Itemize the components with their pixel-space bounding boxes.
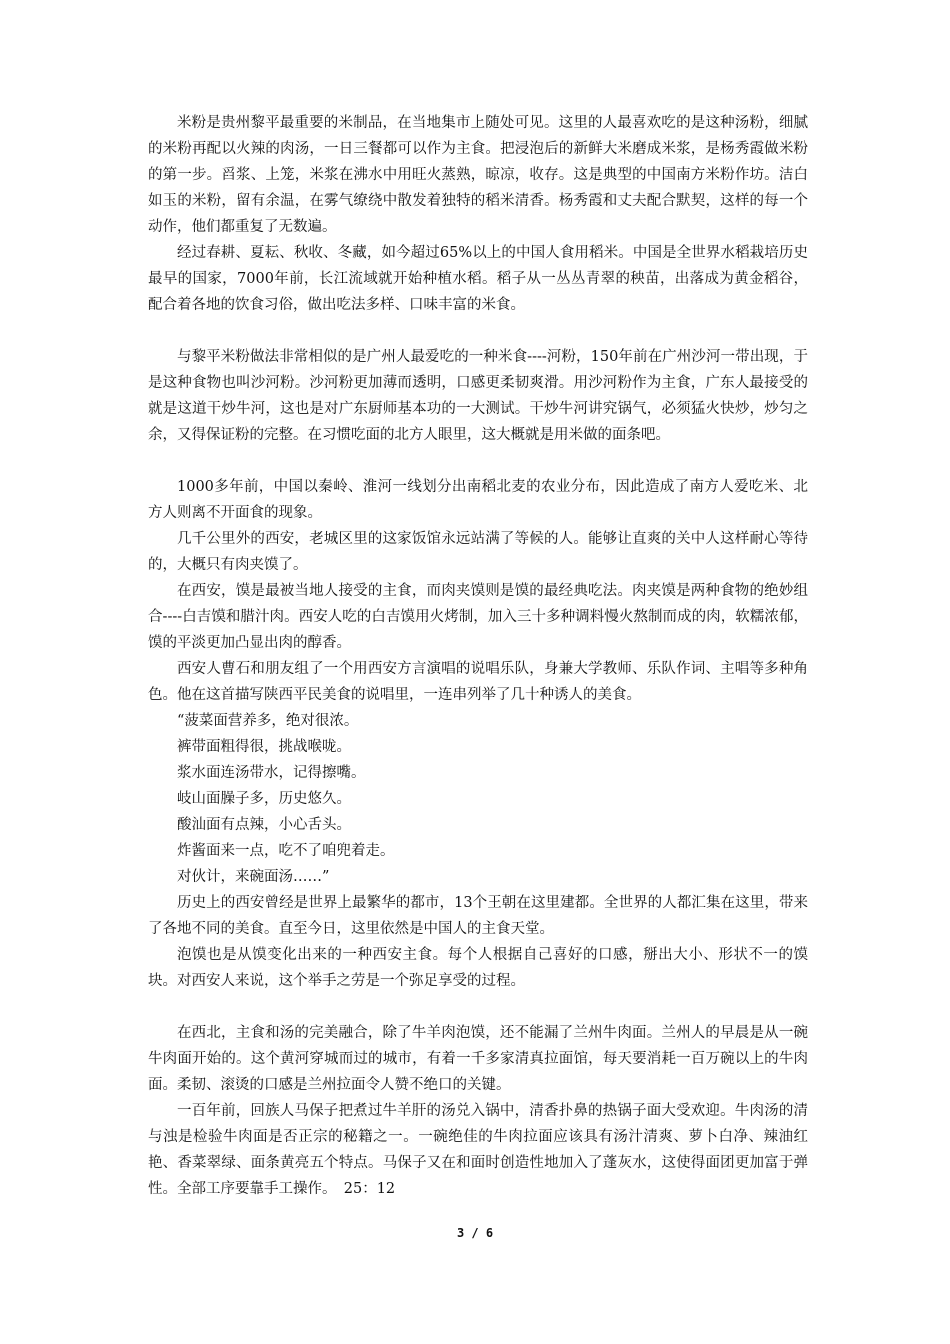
paragraph-gap	[148, 994, 808, 1020]
paragraph-rice-history: 经过春耕、夏耘、秋收、冬藏，如今超过65%以上的中国人食用稻米。中国是全世界水稻栽培历史最早的国家，7000年前，长江流域就开始种植水稻。稻子从一丛丛青翠的秧苗，出落成为黄金稻谷，配合着各地的饮食习俗，做出吃法多样、口味丰富的米食。	[148, 245, 808, 313]
verse-line: 炸酱面来一点，吃不了咱兜着走。	[177, 843, 395, 859]
paragraph-gap	[148, 318, 808, 344]
verse-line: 裤带面粗得很，挑战喉咙。	[177, 739, 351, 755]
paragraph-paomo: 泡馍也是从馍变化出来的一种西安主食。每个人根据自己喜好的口感，掰出大小、形状不一的馍块。对西安人来说，这个举手之劳是一个弥足享受的过程。	[148, 947, 808, 989]
paragraph-ma-baozi: 一百年前，回族人马保子把煮过牛羊肝的汤兑入锅中，清香扑鼻的热锅子面大受欢迎。牛肉汤的清与浊是检验牛肉面是否正宗的秘籍之一。一碗绝佳的牛肉拉面应该具有汤汁清爽、萝卜白净、辣油红艳、香菜翠绿、面条黄亮五个特点。马保子又在和面时创造性地加入了蓬灰水，这使得面团更加富于弹性。全部工序要靠手工操作。 25：12	[148, 1103, 808, 1197]
verse-line: “菠菜面营养多，绝对很浓。	[177, 713, 359, 729]
verse-line: 岐山面臊子多，历史悠久。	[177, 791, 351, 807]
paragraph-lanzhou-noodles: 在西北，主食和汤的完美融合，除了牛羊肉泡馍，还不能漏了兰州牛肉面。兰州人的早晨是从一碗牛肉面开始的。这个黄河穿城而过的城市，有着一千多家清真拉面馆，每天要消耗一百万碗以上的牛肉面。柔韧、滚烫的口感是兰州拉面令人赞不绝口的关键。	[148, 1025, 808, 1093]
verse-line: 酸汕面有点辣，小心舌头。	[177, 817, 351, 833]
verse-line: 对伙计，来碗面汤……”	[177, 869, 330, 885]
paragraph-north-south: 1000多年前，中国以秦岭、淮河一线划分出南稻北麦的农业分布，因此造成了南方人爱吃米、北方人则离不开面食的现象。	[148, 479, 808, 521]
paragraph-xian-restaurant: 几千公里外的西安，老城区里的这家饭馆永远站满了等候的人。能够让直爽的关中人这样耐心等待的，大概只有肉夹馍了。	[148, 531, 808, 573]
paragraph-shahefen: 与黎平米粉做法非常相似的是广州人最爱吃的一种米食----河粉，150年前在广州沙河一带出现，于是这种食物也叫沙河粉。沙河粉更加薄而透明，口感更柔韧爽滑。用沙河粉作为主食，广东人最接受的就是这道干炒牛河，这也是对广东厨师基本功的一大测试。干炒牛河讲究锅气，必须猛火快炒，炒匀之余，又得保证粉的完整。在习惯吃面的北方人眼里，这大概就是用米做的面条吧。	[148, 349, 808, 443]
paragraph-mifen: 米粉是贵州黎平最重要的米制品，在当地集市上随处可见。这里的人最喜欢吃的是这种汤粉，细腻的米粉再配以火辣的肉汤，一日三餐都可以作为主食。把浸泡后的新鲜大米磨成米浆，是杨秀霞做米粉的第一步。舀浆、上笼，米浆在沸水中用旺火蒸熟，晾凉，收存。这是典型的中国南方米粉作坊。洁白如玉的米粉，留有余温，在雾气缭绕中散发着独特的稻米清香。杨秀霞和丈夫配合默契，这样的每一个动作，他们都重复了无数遍。	[148, 115, 808, 235]
paragraph-xian-history: 历史上的西安曾经是世界上最繁华的都市，13个王朝在这里建都。全世界的人都汇集在这里，带来了各地不同的美食。直至今日，这里依然是中国人的主食天堂。	[148, 895, 808, 937]
paragraph-rap-band: 西安人曹石和朋友组了一个用西安方言演唱的说唱乐队，身兼大学教师、乐队作词、主唱等多种角色。他在这首描写陕西平民美食的说唱里，一连串列举了几十种诱人的美食。	[148, 661, 808, 703]
paragraph-gap	[148, 448, 808, 474]
paragraph-roujiamo: 在西安，馍是最被当地人接受的主食，而肉夹馍则是馍的最经典吃法。肉夹馍是两种食物的绝妙组合----白吉馍和腊汁肉。西安人吃的白吉馍用火烤制，加入三十多种调料慢火熬制而成的肉，软糯浓郁，馍的平淡更加凸显出肉的醇香。	[148, 583, 808, 651]
page-number: 3 / 6	[456, 1226, 494, 1240]
verse-line: 浆水面连汤带水，记得擦嘴。	[177, 765, 366, 781]
document-body	[148, 110, 808, 1202]
